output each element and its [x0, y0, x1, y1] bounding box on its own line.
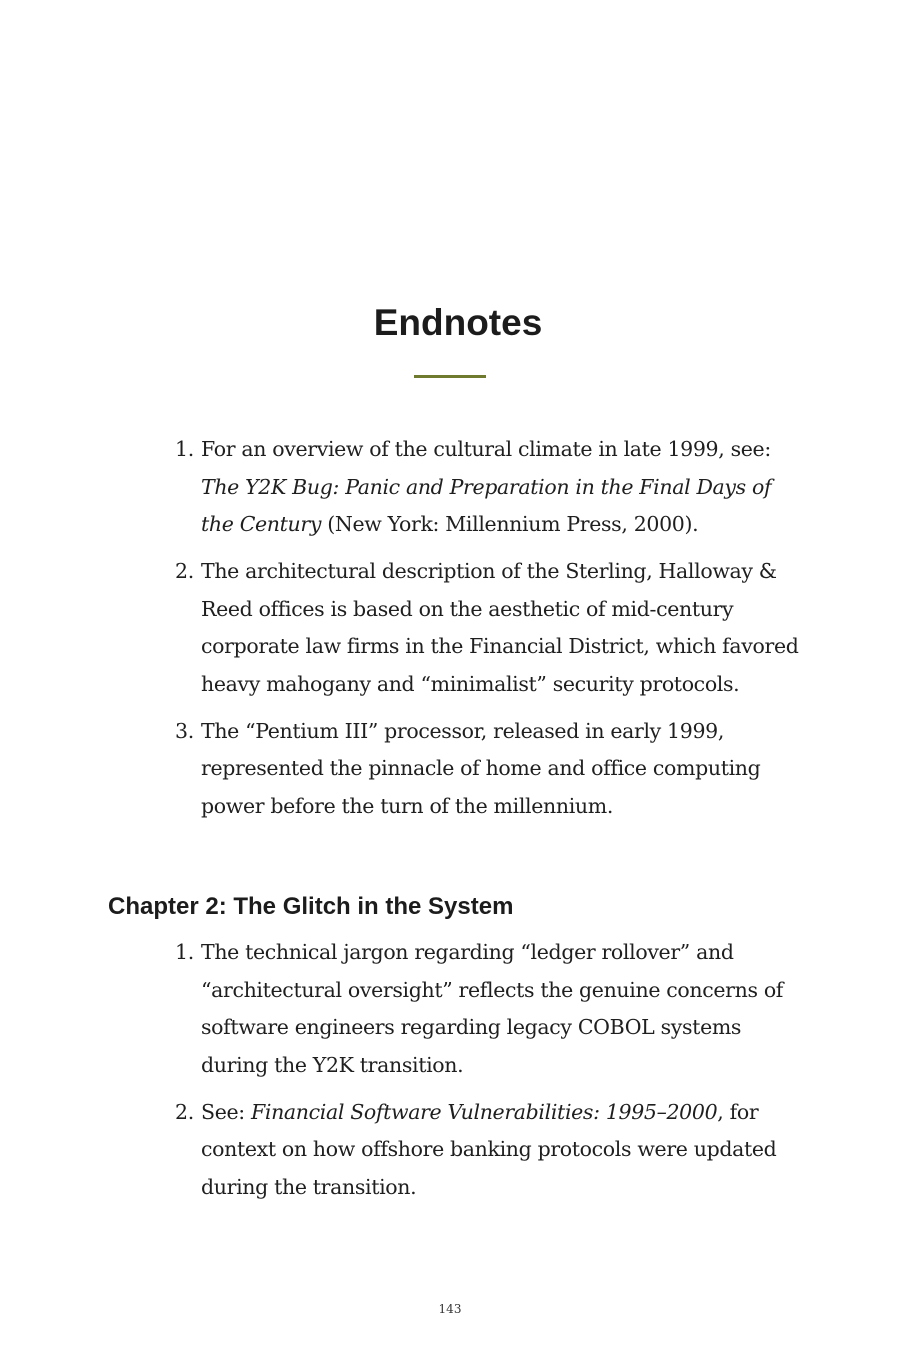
cited-title: Financial Software Vulnerabilities: 1995–2000	[250, 1099, 718, 1124]
endnotes-list-chapter-2	[0, 934, 900, 1216]
endnote	[0, 713, 900, 826]
endnotes-list-chapter-1	[0, 431, 900, 835]
page-title: Endnotes	[373, 302, 543, 343]
page-number: 143	[438, 1302, 462, 1316]
endnote-text: The architectural description of the Sterling, Halloway & Reed offices is based on the aesthetic of mid-century corporate law firms in the Financial District, which favored heavy mahogany and “minimalist” security protocols.	[201, 559, 799, 696]
title-divider	[414, 375, 486, 378]
endnote-number: 2.	[175, 1099, 194, 1124]
endnote	[0, 934, 900, 1084]
chapter-heading: Chapter 2: The Glitch in the System	[108, 893, 514, 920]
endnote	[0, 1094, 900, 1207]
endnote	[0, 553, 900, 703]
endnote-text-tail: (New York: Millennium Press, 2000).	[321, 512, 699, 536]
endnote-number: 3.	[175, 718, 194, 743]
cited-title: The Y2K Bug: Panic and Preparation in the Final Days of the Century	[201, 474, 772, 536]
endnote-number: 1.	[175, 940, 194, 964]
endnote-text	[201, 431, 800, 544]
endnote	[0, 431, 900, 544]
endnote-text: The technical jargon regarding “ledger rollover” and “architectural oversight” reflects the genuine concerns of software engineers regarding legacy COBOL systems during the Y2K transition.	[201, 940, 784, 1077]
endnote-text: The “Pentium III” processor, released in early 1999, represented the pinnacle of home and office computing power before the turn of the millennium.	[201, 718, 761, 818]
endnote-number: 2.	[175, 559, 194, 583]
endnote-text-tail: , for context on how offshore banking protocols were updated during the transition.	[201, 1099, 777, 1199]
endnote-text-lead: For an overview of the cultural climate in late 1999, see:	[201, 437, 771, 461]
endnote-text	[201, 1094, 800, 1207]
endnote-number: 1.	[175, 437, 194, 461]
endnote-text-lead: See:	[201, 1099, 251, 1124]
